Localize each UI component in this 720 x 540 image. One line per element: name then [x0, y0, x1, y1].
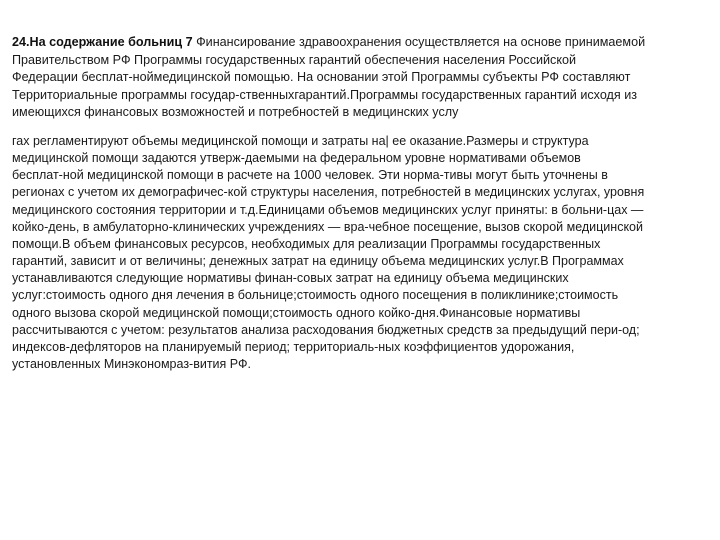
text-line: индексов-дефляторов на планируемый период; территориаль-ных коэффициентов удорожания,	[12, 339, 575, 354]
text-line	[12, 34, 708, 52]
text-line: медицинского состояния территории и т.д.Единицами объемов медицинских услуг приняты: в больни-цах —	[12, 202, 644, 217]
text-line: регионах с учетом их демографичес-кой структуры населения, потребностей в медицинских услугах, уровня	[12, 185, 645, 200]
text-line: бесплат-ной медицинской помощи в расчете на 1000 человек. Эти норма-тивы могут быть уточнены в	[12, 168, 608, 183]
paragraph-2	[12, 133, 712, 373]
text-line: услуг:стоимость одного дня лечения в больнице;стоимость одного посещения в поликлинике;стоимость	[12, 288, 619, 303]
text-line: Правительством РФ Программы государственных гарантий обеспечения населения Российской	[12, 52, 577, 67]
text-line: гарантий, зависит и от величины; денежных затрат на единицу объема медицинских услуг.В Программах	[12, 254, 624, 269]
text-span: Финансирование здравоохранения осуществляется на основе принимаемой	[192, 35, 646, 49]
text-line: устанавливаются следующие нормативы финан-совых затрат на единицу объема медицинских	[12, 271, 569, 286]
text-line: одного вызова скорой медицинской помощи;стоимость одного койко-дня.Финансовые нормативы	[12, 305, 581, 320]
paragraph-1	[12, 34, 708, 122]
section-heading: 24.На содержание больниц 7	[12, 35, 193, 49]
text-line: Территориальные программы государ-ственныхгарантий.Программы государственных гарантий исходя из	[12, 87, 638, 102]
text-line: установленных Минэкономраз-вития РФ.	[12, 357, 251, 372]
text-line: Федерации бесплат-ноймедицинской помощью. На основании этой Программы субъекты РФ составляют	[12, 70, 631, 85]
text-line: рассчитываются с учетом: результатов анализа расходования бюджетных средств за предыдущий пери-од;	[12, 322, 640, 337]
text-line: гах регламентируют объемы медицинской помощи и затраты на| ее оказание.Размеры и структура	[12, 134, 589, 148]
text-line: медицинской помощи задаются утверж-даемыми на федеральном уровне нормативами объемов	[12, 151, 581, 166]
text-line: помощи.В объем финансовых ресурсов, необходимых для реализации Программы государственных	[12, 236, 601, 251]
text-line: койко-день, в амбулаторно-клинических учреждениях — вра-чебное посещение, вызов скорой медицинской	[12, 219, 643, 234]
text-line: имеющихся финансовых возможностей и потребностей в медицинских услу	[12, 105, 459, 120]
